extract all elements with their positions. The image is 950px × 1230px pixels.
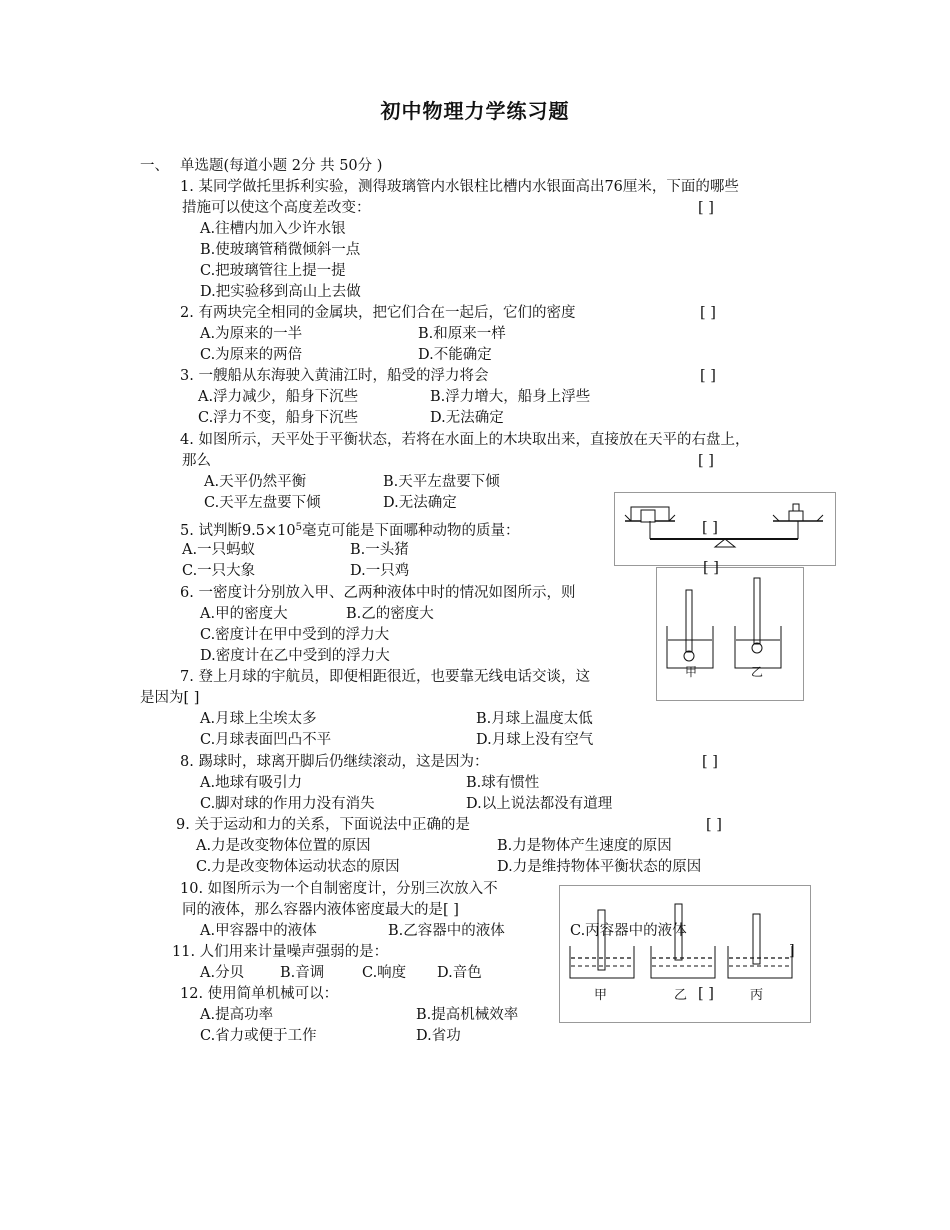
q9-stem: 9. 关于运动和力的关系，下面说法中正确的是 — [176, 817, 470, 833]
q9-option-a: A.力是改变物体位置的原因 — [196, 838, 371, 854]
q1-option-a: A.往槽内加入少许水银 — [200, 221, 346, 237]
balance-diagram — [615, 493, 835, 565]
q6-option-c: C.密度计在甲中受到的浮力大 — [200, 627, 390, 643]
q2-option-c: C.为原来的两倍 — [200, 347, 303, 363]
q5-bracket: [ ] — [702, 520, 718, 536]
section-heading: 单选题(每道小题 2分 共 50分 ) — [180, 158, 383, 174]
q4-stem: 4. 如图所示，天平处于平衡状态，若将在水面上的木块取出来，直接放在天平的右盘上， — [180, 432, 750, 448]
q12-stem: 12. 使用简单机械可以： — [180, 986, 339, 1002]
q8-option-d: D.以上说法都没有道理 — [466, 796, 613, 812]
q1-option-c: C.把玻璃管往上提一提 — [200, 263, 346, 279]
q7-option-c: C.月球表面凹凸不平 — [200, 732, 332, 748]
section-number: 一、 — [140, 158, 169, 174]
q5-stem — [180, 519, 519, 540]
q1-bracket: [ ] — [698, 200, 714, 216]
q11-bracket-end: ] — [789, 943, 795, 959]
q10-stem-cont: 同的液体，那么容器内液体密度最大的是[ ] — [182, 902, 459, 918]
q5-stem-prefix: 5. 试判断9.5×10 — [180, 523, 296, 539]
q8-bracket: [ ] — [702, 754, 718, 770]
q2-bracket: [ ] — [700, 305, 716, 321]
q9-option-c: C.力是改变物体运动状态的原因 — [196, 859, 400, 875]
q3-bracket: [ ] — [700, 368, 716, 384]
q1-option-d: D.把实验移到高山上去做 — [200, 284, 361, 300]
q9-bracket: [ ] — [706, 817, 722, 833]
q11-stem: 11. 人们用来计量噪声强弱的是： — [172, 944, 389, 960]
q3-option-c: C.浮力不变，船身下沉些 — [198, 410, 359, 426]
q12-option-c: C.省力或便于工作 — [200, 1028, 317, 1044]
q4-option-c: C.天平左盘要下倾 — [204, 495, 321, 511]
q3-option-a: A.浮力减少，船身下沉些 — [198, 389, 359, 405]
q5-option-d: D.一只鸡 — [350, 563, 410, 579]
q3-option-b: B.浮力增大，船身上浮些 — [430, 389, 591, 405]
q4-option-d: D.无法确定 — [383, 495, 457, 511]
density-figure — [559, 885, 811, 1023]
balance-figure — [614, 492, 836, 566]
q7-stem: 7. 登上月球的宇航员，即便相距很近，也要靠无线电话交谈，这 — [180, 669, 590, 685]
q2-option-d: D.不能确定 — [418, 347, 492, 363]
q7-stem-cont: 是因为[ ] — [140, 690, 200, 706]
q1-option-b: B.使玻璃管稍微倾斜一点 — [200, 242, 361, 258]
q10-option-c: C.丙容器中的液体 — [570, 923, 687, 939]
q11-option-b: B.音调 — [280, 965, 325, 981]
q7-option-b: B.月球上温度太低 — [476, 711, 593, 727]
q6-option-b: B.乙的密度大 — [346, 606, 434, 622]
q5-option-b: B.一头猪 — [350, 542, 409, 558]
q12-option-b: B.提高机械效率 — [416, 1007, 519, 1023]
q4-stem-cont: 那么 — [182, 453, 211, 469]
q4-bracket: [ ] — [698, 453, 714, 469]
page-title: 初中物理力学练习题 — [380, 99, 570, 123]
q8-option-b: B.球有惯性 — [466, 775, 540, 791]
q2-stem: 2. 有两块完全相同的金属块，把它们合在一起后，它们的密度 — [180, 305, 576, 321]
q12-option-d: D.省功 — [416, 1028, 461, 1044]
q10-bracket-text: [ ] — [698, 986, 714, 1002]
q11-option-a: A.分贝 — [200, 965, 245, 981]
q10-stem: 10. 如图所示为一个自制密度计，分别三次放入不 — [180, 881, 498, 897]
q10-bracket — [698, 985, 714, 1003]
q6-option-d: D.密度计在乙中受到的浮力大 — [200, 648, 390, 664]
hydrometer-diagram — [657, 568, 803, 700]
q10-option-b: B.乙容器中的液体 — [388, 923, 505, 939]
q6-figure-label-1: 甲 — [685, 665, 698, 679]
q6-option-a: A.甲的密度大 — [200, 606, 288, 622]
q4-option-a: A.天平仍然平衡 — [204, 474, 307, 490]
q10-figure-label-1: 甲 — [594, 988, 608, 1003]
q7-option-a: A.月球上尘埃太多 — [200, 711, 317, 727]
hydrometer-figure — [656, 560, 804, 701]
q3-option-d: D.无法确定 — [430, 410, 504, 426]
q2-option-a: A.为原来的一半 — [200, 326, 303, 342]
q10-figure-label-3: 丙 — [750, 988, 764, 1003]
q4-option-b: B.天平左盘要下倾 — [383, 474, 500, 490]
q10-figure-label-2: 乙 — [674, 988, 688, 1003]
q7-option-d: D.月球上没有空气 — [476, 732, 594, 748]
q3-stem: 3. 一艘船从东海驶入黄浦江时，船受的浮力将会 — [180, 368, 489, 384]
q9-option-d: D.力是维持物体平衡状态的原因 — [497, 859, 702, 875]
q1-stem-cont: 措施可以使这个高度差改变： — [182, 200, 371, 216]
q6-figure-label-2: 乙 — [751, 665, 764, 679]
q8-stem: 8. 踢球时，球离开脚后仍继续滚动，这是因为： — [180, 754, 489, 770]
q8-option-c: C.脚对球的作用力没有消失 — [200, 796, 375, 812]
q12-option-a: A.提高功率 — [200, 1007, 274, 1023]
q6-stem: 6. 一密度计分别放入甲、乙两种液体中时的情况如图所示，则 — [180, 585, 576, 601]
q11-option-d: D.音色 — [437, 965, 482, 981]
q9-option-b: B.力是物体产生速度的原因 — [497, 838, 672, 854]
q6-bracket: [ ] — [703, 560, 719, 576]
q2-option-b: B.和原来一样 — [418, 326, 506, 342]
q1-stem: 1. 某同学做托里拆利实验，测得玻璃管内水银柱比槽内水银面高出76厘米，下面的哪些 — [180, 179, 739, 195]
q11-option-c: C.响度 — [362, 965, 407, 981]
q5-option-c: C.一只大象 — [182, 563, 256, 579]
q5-stem-exponent: 5 — [295, 522, 302, 533]
q5-option-a: A.一只蚂蚁 — [182, 542, 256, 558]
q5-stem-suffix: 毫克可能是下面哪种动物的质量： — [301, 523, 520, 539]
q8-option-a: A.地球有吸引力 — [200, 775, 303, 791]
q10-option-a: A.甲容器中的液体 — [200, 923, 317, 939]
